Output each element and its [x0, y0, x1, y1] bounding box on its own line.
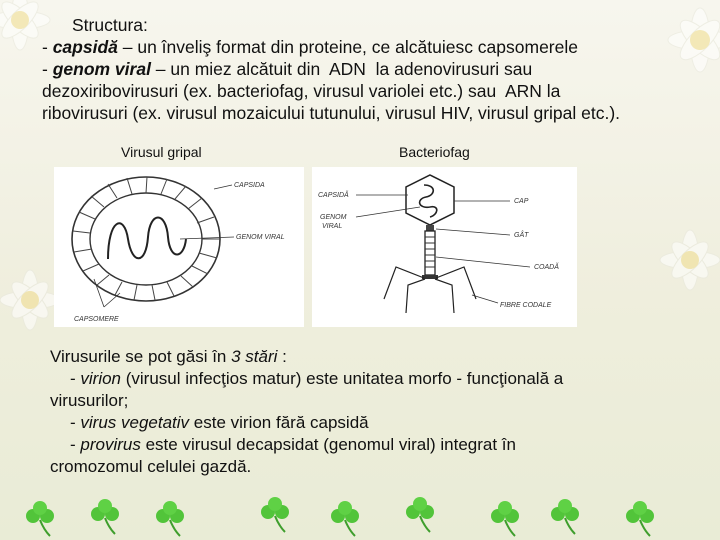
capsid-outer-ring: [72, 177, 220, 301]
term-capsid: capsidă: [52, 37, 118, 57]
caption-bacteriophage: Bacteriofag: [399, 144, 470, 160]
state-vegetative: [50, 412, 563, 434]
term-states: 3 stări: [231, 347, 278, 366]
term-virion: virion: [80, 369, 122, 388]
label-genome-2: VIRAL: [322, 223, 343, 230]
genome-rna-strand: [108, 218, 186, 260]
item-text: este virion fără capsidă: [189, 413, 369, 432]
structure-item-capsid: [42, 36, 620, 58]
item-text: – un înveliş format din proteine, ce alcătuiesc capsomerele: [117, 37, 578, 57]
item-prefix: -: [42, 59, 53, 79]
figure-influenza: [54, 167, 304, 327]
item-prefix: -: [70, 413, 81, 432]
structure-heading: Structura:: [72, 15, 148, 35]
phage-genome: [420, 185, 437, 217]
phage-tail-fibers: [384, 267, 476, 313]
item-text: este virusul decapsidat (genomul viral) integrat în: [140, 435, 516, 454]
label-tail: COADĂ: [534, 264, 559, 271]
item-prefix: -: [70, 369, 81, 388]
structure-continuation-2: ribovirusuri (ex. virusul mozaicului tutunului, virusul HIV, virusul gripal etc.).: [42, 103, 621, 123]
term-genome: genom viral: [52, 59, 151, 79]
structure-item-genome: [42, 58, 620, 80]
states-intro: [50, 346, 563, 368]
term-vegetative-virus: virus vegetativ: [80, 413, 190, 432]
state-virion: [50, 368, 563, 390]
item-text: (virusul infecţios matur) este unitatea morfo - funcţională a: [121, 369, 564, 388]
term-provirus: provirus: [80, 435, 141, 454]
label-head: CAP: [514, 198, 529, 205]
label-tail-fibers: FIBRE CODALE: [500, 302, 552, 309]
label-neck: GÂT: [514, 232, 529, 239]
label-capsomere: CAPSOMERE: [74, 316, 119, 323]
caption-influenza: Virusul gripal: [121, 144, 202, 160]
phage-tail: [422, 231, 438, 279]
figure-bacteriophage: [312, 167, 577, 327]
state-provirus-cont: cromozomul celulei gazdă.: [50, 457, 252, 476]
structure-continuation-1: dezoxiribovirusuri (ex. bacteriofag, virusul variolei etc.) sau ARN la: [42, 81, 561, 101]
structure-section: [42, 14, 620, 124]
intro-text: Virusurile se pot găsi în: [50, 347, 232, 366]
item-text: – un miez alcătuit din ADN la adenovirusuri sau: [150, 59, 533, 79]
label-capsid: CAPSIDĂ: [318, 192, 349, 199]
state-virion-cont: virusurilor;: [50, 391, 129, 410]
phage-neck: [426, 225, 434, 231]
clover-border: [0, 496, 720, 540]
phage-head: [406, 175, 454, 225]
label-capsid: CAPSIDA: [234, 182, 265, 189]
intro-suffix: :: [277, 347, 287, 366]
label-genome-1: GENOM: [320, 214, 347, 221]
item-prefix: -: [42, 37, 53, 57]
item-prefix: -: [70, 435, 81, 454]
label-genome: GENOM VIRAL: [236, 234, 285, 241]
state-provirus: [50, 434, 563, 456]
states-section: [50, 346, 563, 478]
